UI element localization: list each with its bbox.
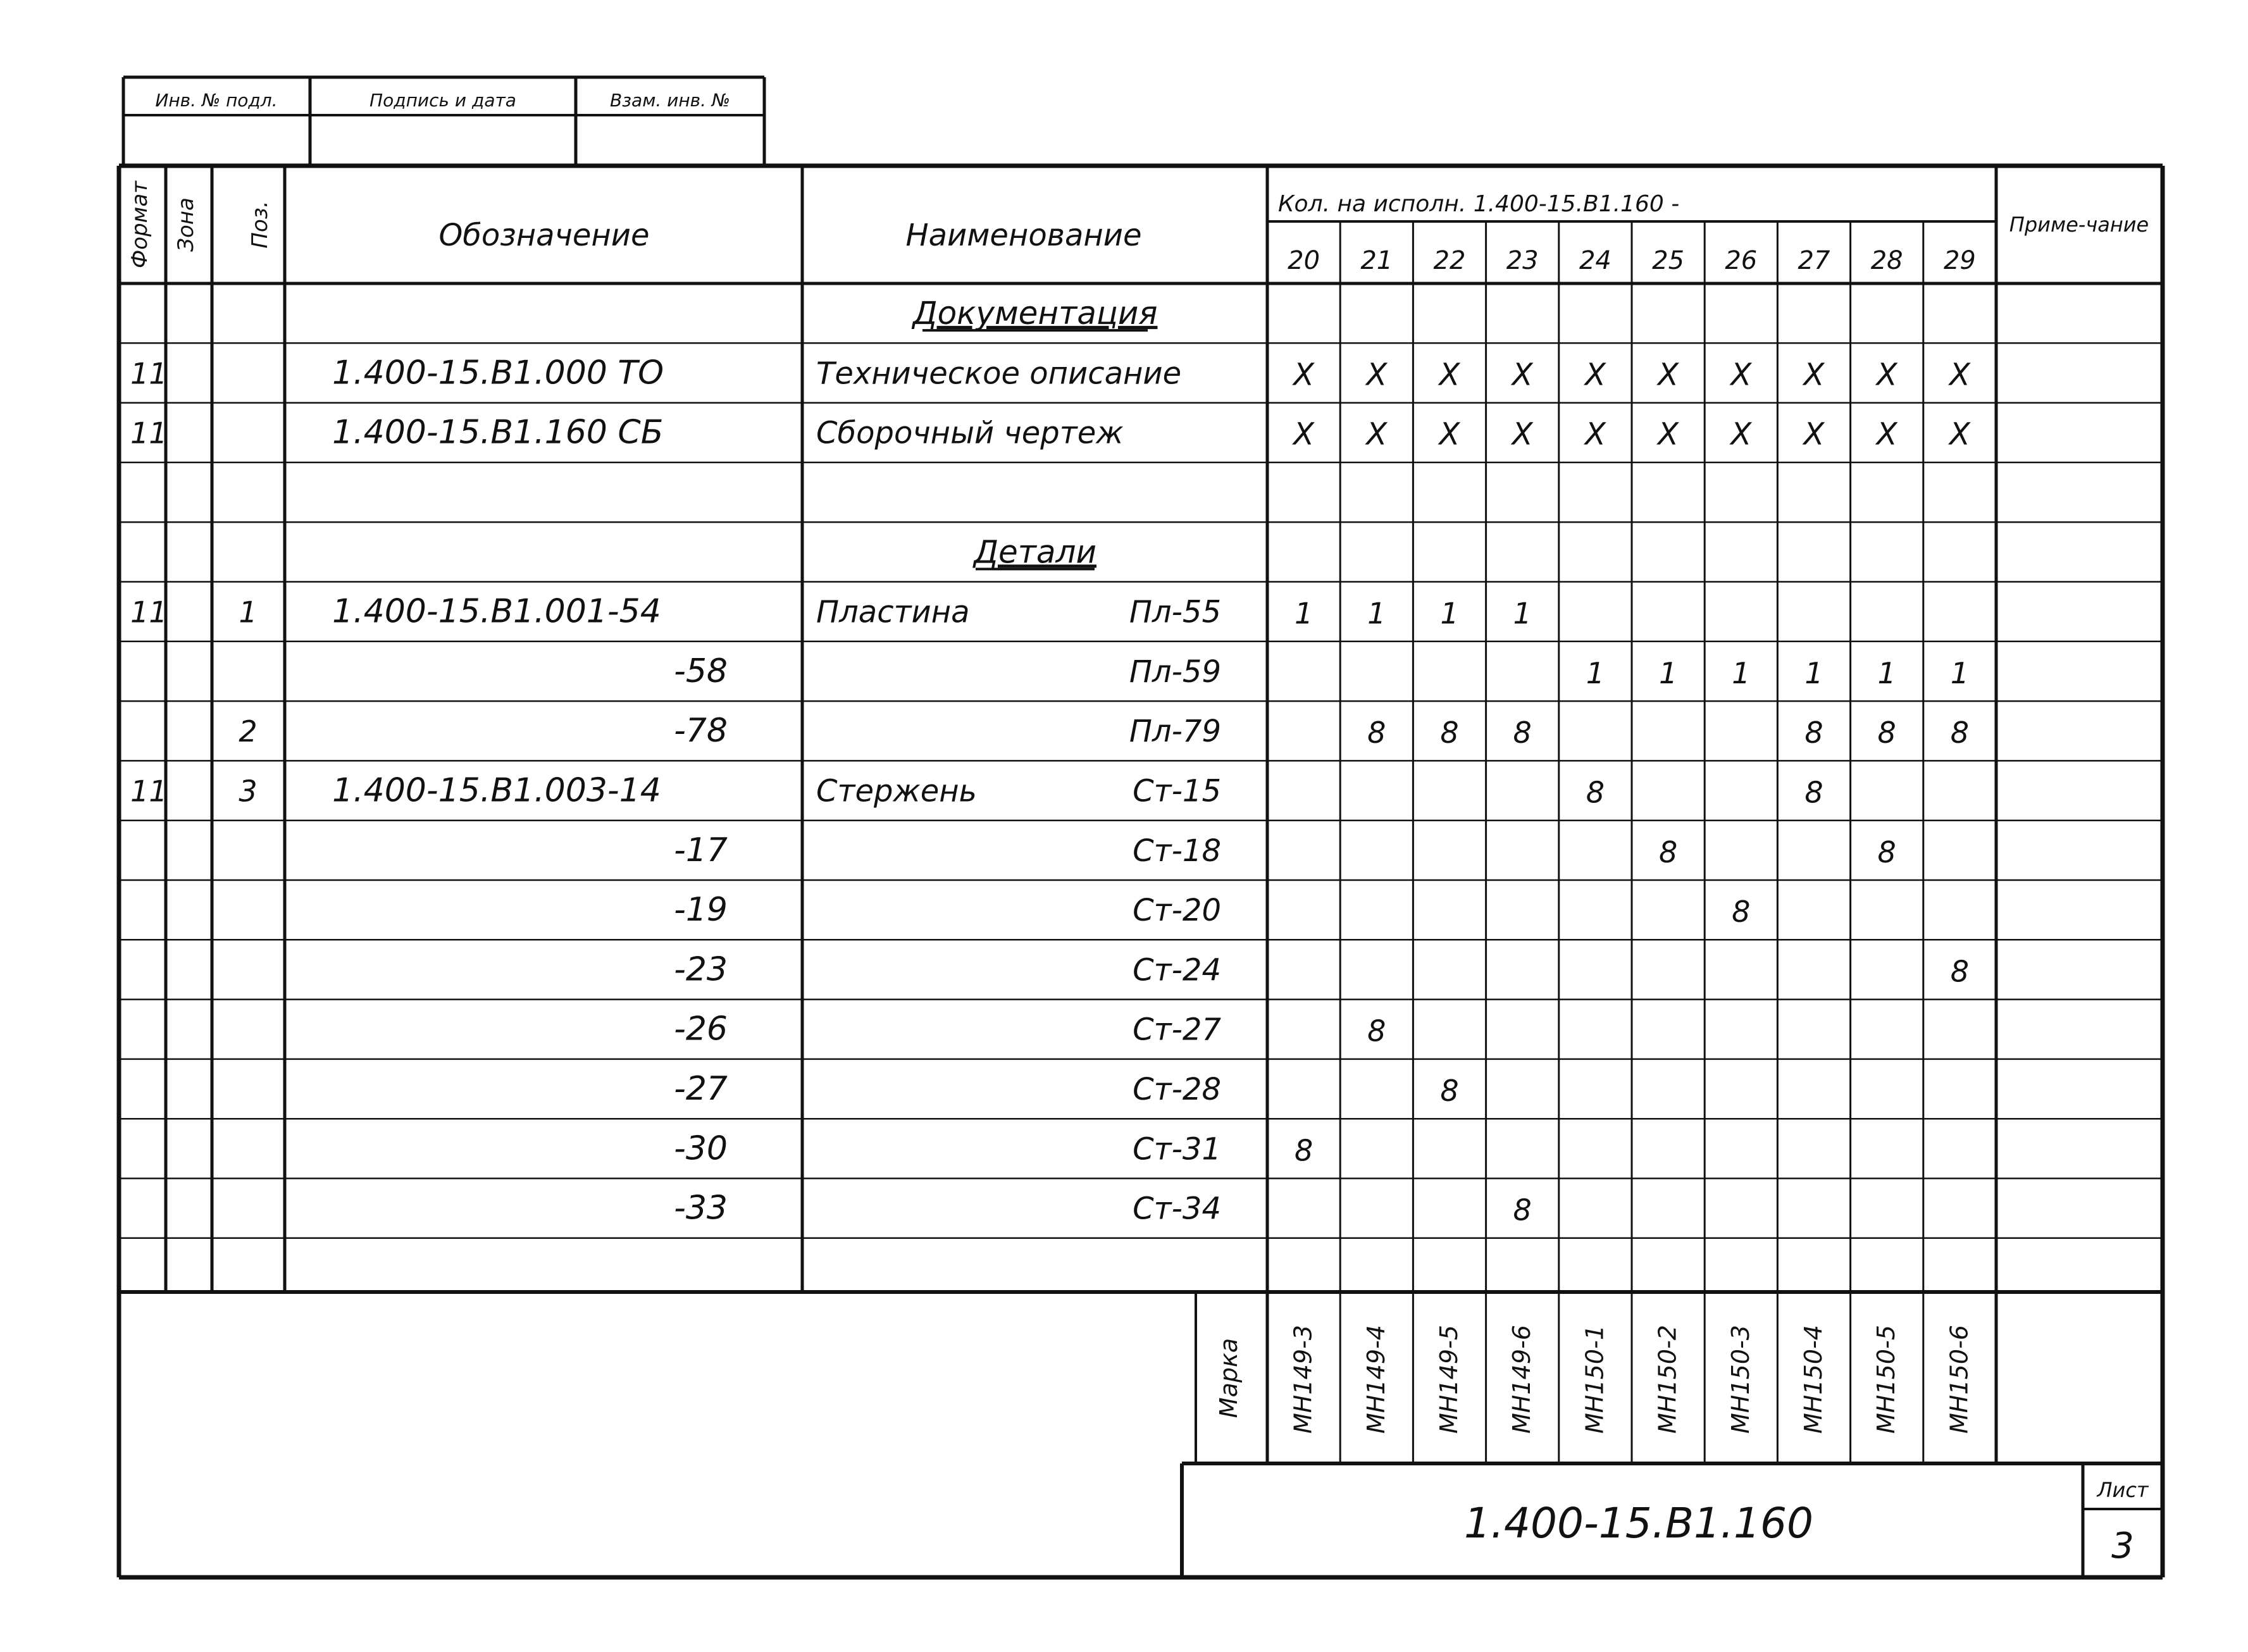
quantity-cell: X bbox=[1439, 357, 1460, 393]
row-format: 11 bbox=[130, 356, 168, 391]
row-subname: Ст-15 bbox=[1133, 773, 1221, 809]
row-subname: Ст-34 bbox=[1133, 1191, 1221, 1227]
header-designation: Обозначение bbox=[438, 218, 650, 253]
table-row bbox=[674, 1129, 1313, 1167]
row-designation: 1.400-15.В1.160 СБ bbox=[332, 413, 664, 452]
variant-number: 23 bbox=[1506, 246, 1539, 275]
row-name: Стержень bbox=[816, 773, 977, 809]
variant-number: 20 bbox=[1288, 246, 1320, 275]
mark-value: МН150-4 bbox=[1799, 1325, 1827, 1434]
row-designation: -27 bbox=[674, 1070, 728, 1109]
table-row bbox=[912, 295, 1158, 332]
quantity-cell: X bbox=[1366, 357, 1388, 393]
mark-value: МН150-5 bbox=[1872, 1325, 1901, 1434]
mark-value: МН149-6 bbox=[1508, 1325, 1536, 1434]
stamp-header-signature: Подпись и дата bbox=[369, 90, 516, 111]
quantity-cell: 8 bbox=[1732, 895, 1751, 929]
row-designation: -26 bbox=[674, 1010, 728, 1048]
quantity-cell: 8 bbox=[1440, 716, 1459, 750]
quantity-cell: 8 bbox=[1513, 1193, 1532, 1227]
quantity-cell: X bbox=[1803, 416, 1825, 452]
table-row bbox=[130, 414, 1971, 452]
quantity-cell: 8 bbox=[1877, 835, 1896, 869]
quantity-cell: X bbox=[1658, 416, 1679, 452]
quantity-cell: X bbox=[1439, 416, 1460, 452]
variant-number: 29 bbox=[1943, 246, 1976, 275]
quantity-cell: 8 bbox=[1877, 716, 1896, 750]
marks-label: Марка bbox=[1215, 1338, 1243, 1419]
row-designation: -58 bbox=[674, 652, 728, 690]
table-row bbox=[972, 533, 1096, 570]
quantity-cell: X bbox=[1730, 357, 1752, 393]
variant-number: 21 bbox=[1360, 246, 1393, 275]
header-note: Приме-чание bbox=[2009, 213, 2149, 237]
row-subname: Ст-28 bbox=[1133, 1072, 1221, 1108]
row-designation: -30 bbox=[674, 1129, 728, 1168]
variant-number: 22 bbox=[1433, 246, 1466, 275]
quantity-cell: 8 bbox=[1367, 1014, 1386, 1048]
table-row bbox=[130, 772, 1823, 810]
quantity-cell: X bbox=[1584, 357, 1606, 393]
variant-number: 26 bbox=[1725, 246, 1758, 275]
variant-number: 27 bbox=[1798, 246, 1830, 275]
row-subname: Ст-18 bbox=[1133, 833, 1221, 869]
quantity-cell: 1 bbox=[1440, 596, 1459, 631]
quantity-cell: 8 bbox=[1294, 1133, 1313, 1168]
sheet-label: Лист bbox=[2097, 1478, 2149, 1502]
mark-value: МН149-5 bbox=[1435, 1325, 1463, 1434]
quantity-cell: X bbox=[1658, 357, 1679, 393]
quantity-cell: X bbox=[1876, 416, 1897, 452]
quantity-cell: 8 bbox=[1804, 775, 1823, 810]
header-zone: Зона bbox=[173, 197, 199, 252]
row-subname: Пл-59 bbox=[1129, 654, 1221, 690]
variant-number: 25 bbox=[1652, 246, 1685, 275]
quantity-cell: 1 bbox=[1658, 655, 1678, 690]
row-position: 1 bbox=[239, 595, 258, 630]
quantity-cell: X bbox=[1366, 416, 1388, 452]
variant-number: 28 bbox=[1870, 246, 1903, 275]
quantity-cell: 1 bbox=[1950, 655, 1970, 690]
row-designation: 1.400-15.В1.000 ТО bbox=[332, 354, 664, 392]
quantity-cell: X bbox=[1876, 357, 1897, 393]
row-position: 3 bbox=[239, 774, 258, 809]
quantity-cell: X bbox=[1803, 357, 1825, 393]
table-row bbox=[674, 652, 1969, 690]
quantity-cell: 8 bbox=[1950, 954, 1970, 989]
row-subname: Пл-79 bbox=[1129, 714, 1221, 750]
header-quantity-label: Кол. на исполн. 1.400-15.В1.160 - bbox=[1278, 191, 1680, 217]
quantity-cell: 1 bbox=[1367, 596, 1386, 631]
header-name: Наименование bbox=[905, 218, 1142, 253]
row-designation: -17 bbox=[674, 831, 728, 869]
row-designation: 1.400-15.В1.001-54 bbox=[332, 592, 661, 631]
mark-value: МН149-3 bbox=[1289, 1325, 1317, 1434]
table-row bbox=[130, 593, 1532, 631]
variant-number: 24 bbox=[1579, 246, 1611, 275]
mark-value: МН150-3 bbox=[1726, 1325, 1754, 1434]
quantity-cell: X bbox=[1949, 416, 1970, 452]
quantity-cell: X bbox=[1293, 357, 1315, 393]
quantity-cell: 8 bbox=[1367, 716, 1386, 750]
quantity-cell: X bbox=[1730, 416, 1752, 452]
quantity-cell: 1 bbox=[1294, 596, 1313, 631]
quantity-cell: X bbox=[1512, 357, 1533, 393]
quantity-cell: 8 bbox=[1586, 775, 1605, 810]
row-name: Техническое описание bbox=[816, 356, 1182, 392]
row-designation: -23 bbox=[674, 950, 728, 989]
quantity-cell: X bbox=[1293, 416, 1315, 452]
quantity-cell: X bbox=[1949, 357, 1970, 393]
quantity-cell: 1 bbox=[1804, 655, 1823, 690]
quantity-cell: 1 bbox=[1877, 655, 1896, 690]
mark-value: МН150-2 bbox=[1653, 1325, 1682, 1434]
header-position: Поз. bbox=[247, 201, 273, 249]
row-format: 11 bbox=[130, 774, 168, 809]
quantity-cell: 8 bbox=[1440, 1074, 1459, 1109]
header-format: Формат bbox=[127, 181, 152, 268]
row-designation: -19 bbox=[674, 891, 728, 929]
table-row bbox=[130, 354, 1971, 392]
row-format: 11 bbox=[130, 416, 168, 450]
row-subname: Ст-24 bbox=[1133, 952, 1221, 988]
row-subname: Пл-55 bbox=[1129, 594, 1221, 630]
table-row bbox=[674, 1010, 1386, 1048]
quantity-cell: 8 bbox=[1513, 716, 1532, 750]
row-name: Сборочный чертеж bbox=[816, 415, 1124, 451]
table-row bbox=[239, 712, 1969, 750]
quantity-cell: 8 bbox=[1804, 716, 1823, 750]
sheet-number: 3 bbox=[2111, 1525, 2134, 1567]
row-designation: -78 bbox=[674, 712, 728, 750]
row-subname: Ст-27 bbox=[1133, 1012, 1221, 1048]
mark-value: МН150-6 bbox=[1945, 1325, 1973, 1434]
stamp-header-inventory: Инв. № подл. bbox=[155, 90, 278, 111]
table-row bbox=[674, 831, 1896, 869]
row-name: Пластина bbox=[816, 594, 970, 630]
quantity-cell: 8 bbox=[1658, 835, 1678, 869]
section-heading: Детали bbox=[973, 533, 1097, 571]
stamp-header-replacement: Взам. инв. № bbox=[609, 90, 731, 111]
row-designation: 1.400-15.В1.003-14 bbox=[332, 771, 661, 810]
quantity-cell: 8 bbox=[1950, 716, 1970, 750]
row-subname: Ст-31 bbox=[1133, 1131, 1221, 1167]
quantity-cell: 1 bbox=[1586, 655, 1605, 690]
section-heading: Документация bbox=[912, 295, 1158, 332]
quantity-cell: 1 bbox=[1513, 596, 1532, 631]
row-subname: Ст-20 bbox=[1133, 893, 1221, 929]
table-row bbox=[674, 950, 1969, 988]
row-position: 2 bbox=[239, 714, 258, 749]
row-format: 11 bbox=[130, 595, 168, 630]
mark-value: МН149-4 bbox=[1362, 1325, 1390, 1434]
quantity-cell: X bbox=[1584, 416, 1606, 452]
title-designation: 1.400-15.В1.160 bbox=[1464, 1499, 1813, 1548]
mark-value: МН150-1 bbox=[1580, 1325, 1609, 1434]
table-row bbox=[674, 891, 1750, 929]
quantity-cell: 1 bbox=[1732, 655, 1751, 690]
row-designation: -33 bbox=[674, 1189, 728, 1227]
quantity-cell: X bbox=[1512, 416, 1533, 452]
